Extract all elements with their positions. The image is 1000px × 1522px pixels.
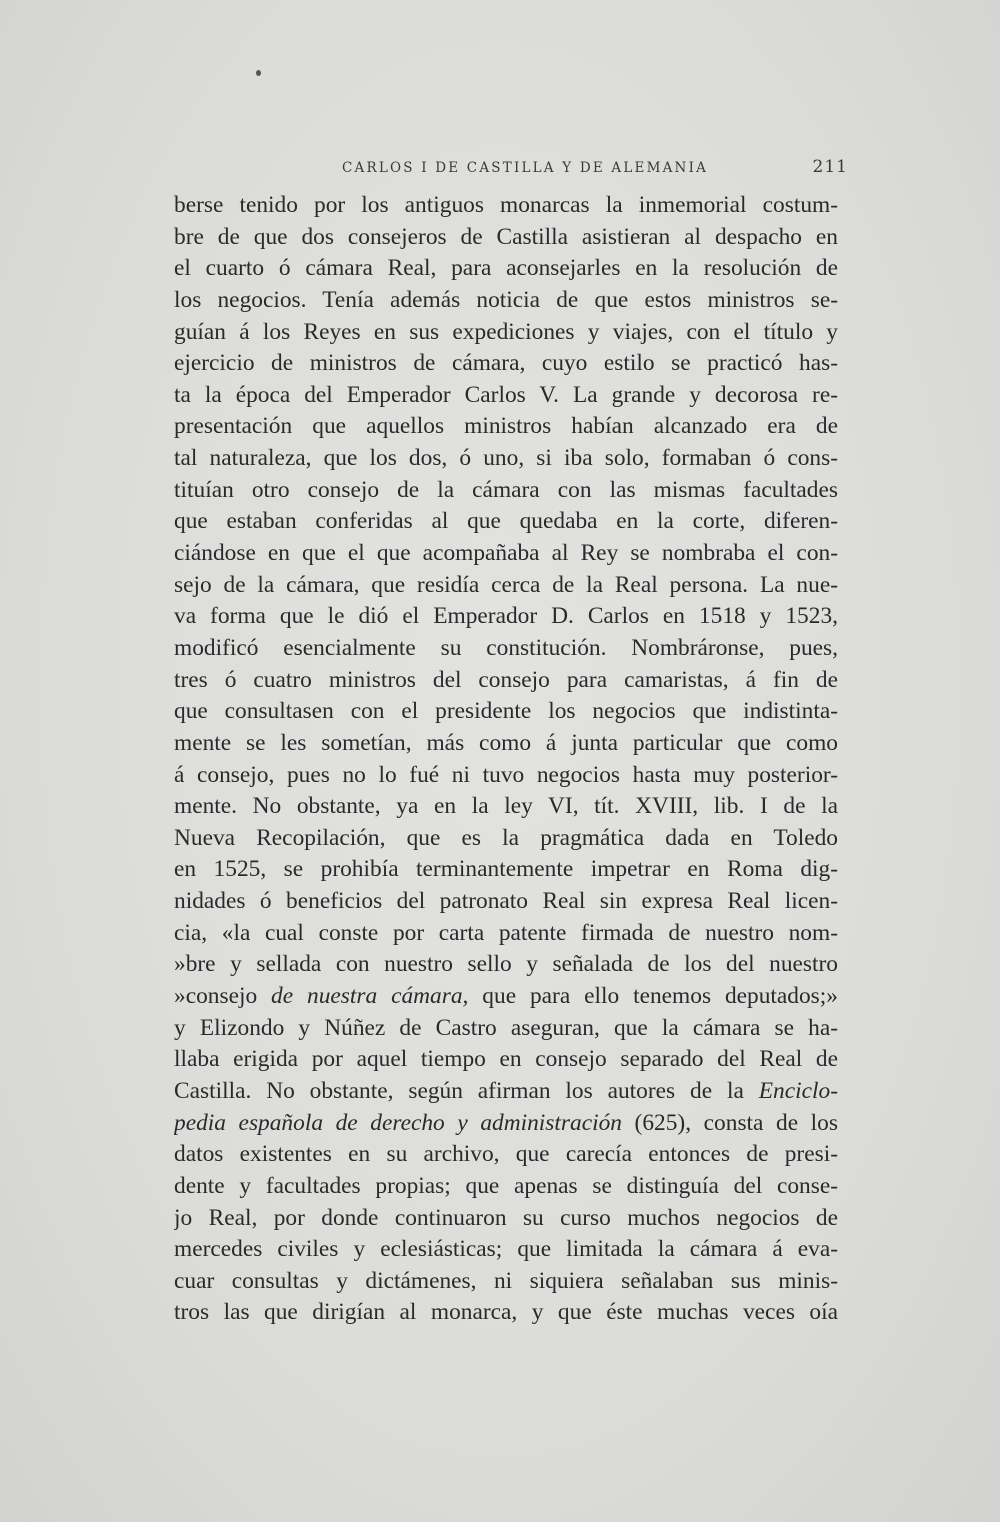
text-line: tres ó cuatro ministros del consejo para camaristas, á fin de (174, 666, 838, 693)
text-line: y Elizondo y Núñez de Castro aseguran, que la cámara se ha- (174, 1014, 838, 1041)
text-line: el cuarto ó cámara Real, para aconsejarles en la resolución de (174, 255, 838, 282)
text-line: que consultasen con el presidente los negocios que indistinta- (174, 698, 838, 725)
text-line: mente. No obstante, ya en la ley VI, tít. XVIII, lib. I de la (174, 793, 838, 820)
text-line: tros las que dirigían al monarca, y que éste muchas veces oía (174, 1299, 838, 1326)
text-line: jo Real, por donde continuaron su curso muchos negocios de (174, 1204, 838, 1231)
text-run: Castilla. No obstante, según afirman los autores de la (174, 1077, 759, 1104)
body-text (174, 190, 838, 1329)
text-line: sejo de la cámara, que residía cerca de la Real persona. La nue- (174, 571, 838, 598)
text-line: guían á los Reyes en sus expediciones y viajes, con el título y (174, 318, 838, 345)
text-line: va forma que le dió el Emperador D. Carlos en 1518 y 1523, (174, 603, 838, 630)
text-run: (625), consta de los (621, 1109, 838, 1136)
text-line: modificó esencialmente su constitución. Nombráronse, pues, (174, 634, 838, 661)
text-line: tal naturaleza, que los dos, ó uno, si iba solo, formaban ó cons- (174, 445, 838, 472)
italic-title: Enciclo- (758, 1077, 838, 1104)
text-line: á consejo, pues no lo fué ni tuvo negocios hasta muy posterior- (174, 761, 838, 788)
text-line: cia, «la cual conste por carta patente firmada de nuestro nom- (174, 919, 838, 946)
text-line: cuar consultas y dictámenes, ni siquiera señalaban sus minis- (174, 1267, 838, 1294)
italic-title: pedia española de derecho y administración (174, 1109, 622, 1136)
text-line (174, 981, 838, 1013)
text-line: que estaban conferidas al que quedaba en la corte, diferen- (174, 508, 838, 535)
text-line: dente y facultades propias; que apenas se distinguía del conse- (174, 1172, 838, 1199)
text-line: presentación que aquellos ministros habían alcanzado era de (174, 413, 838, 440)
text-line: tituían otro consejo de la cámara con las mismas facultades (174, 476, 838, 503)
text-run: que para ello tenemos deputados;» (468, 983, 838, 1010)
text-line: mente se les sometían, más como á junta particular que como (174, 729, 838, 756)
italic-phrase: de nuestra cámara, (271, 983, 469, 1010)
running-head: CARLOS I DE CASTILLA Y DE ALEMANIA (342, 160, 709, 176)
text-line: ta la época del Emperador Carlos V. La grande y decorosa re- (174, 381, 838, 408)
text-line: mercedes civiles y eclesiásticas; que limitada la cámara á eva- (174, 1236, 838, 1263)
text-line: »bre y sellada con nuestro sello y señalada de los del nuestro (174, 951, 838, 978)
text-line: los negocios. Tenía además noticia de que estos ministros se- (174, 286, 838, 313)
text-run: »consejo (174, 983, 272, 1010)
text-line: llaba erigida por aquel tiempo en consejo separado del Real de (174, 1046, 838, 1073)
page-number: 211 (812, 157, 848, 177)
text-line: Nueva Recopilación, que es la pragmática dada en Toledo (174, 824, 838, 851)
text-line: ejercicio de ministros de cámara, cuyo estilo se practicó has- (174, 350, 838, 377)
text-line: berse tenido por los antiguos monarcas la inmemorial costum- (174, 192, 838, 218)
text-line: en 1525, se prohibía terminantemente impetrar en Roma dig- (174, 856, 838, 883)
text-line (174, 1108, 838, 1140)
text-line: datos existentes en su archivo, que carecía entonces de presi- (174, 1141, 838, 1168)
text-line: ciándose en que el que acompañaba al Rey se nombraba el con- (174, 540, 838, 567)
text-line: bre de que dos consejeros de Castilla asistieran al despacho en (174, 223, 838, 250)
text-line (174, 1076, 838, 1108)
ink-speck (256, 70, 261, 76)
text-line: nidades ó beneficios del patronato Real sin expresa Real licen- (174, 888, 838, 915)
